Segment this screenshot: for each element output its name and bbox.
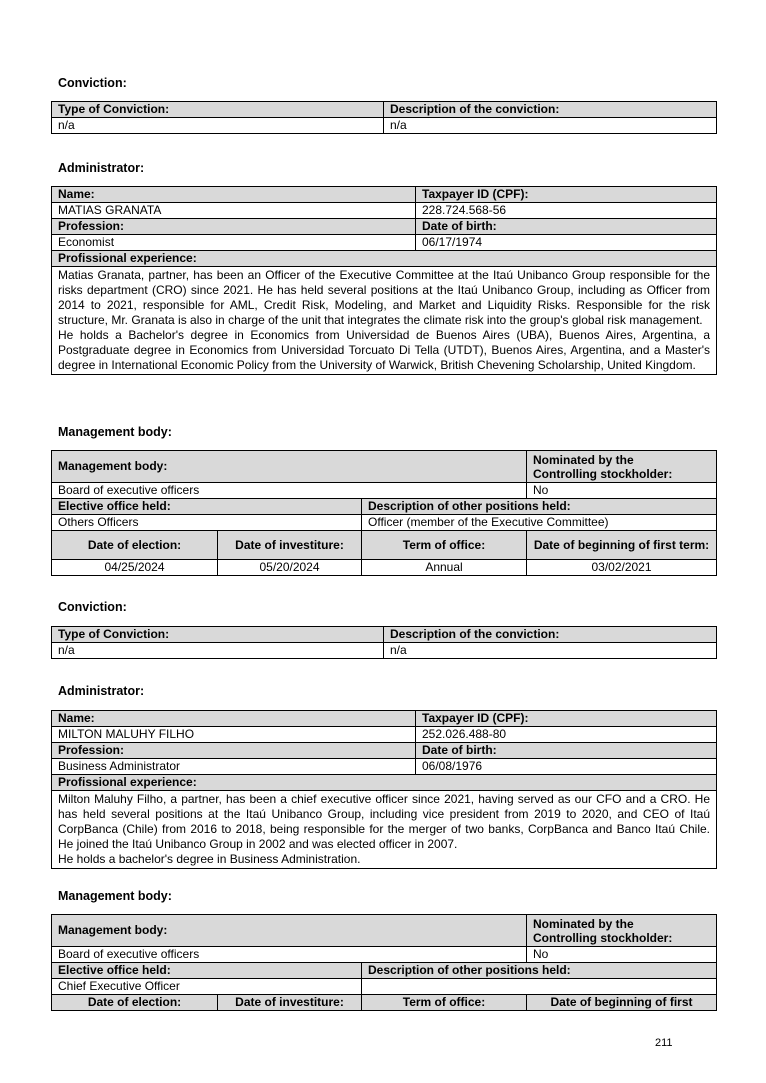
date-of-investiture-header: Date of investiture:: [218, 531, 362, 560]
date-of-election-header: Date of election:: [52, 531, 218, 560]
first-term-header: Date of beginning of first term:: [527, 531, 717, 560]
administrator-dob: 06/08/1976: [416, 759, 717, 775]
date-of-election-header: Date of election:: [52, 995, 218, 1011]
management-body-header: Management body:: [52, 915, 527, 947]
profession-header: Profession:: [52, 219, 416, 235]
date-of-birth-header: Date of birth:: [416, 743, 717, 759]
administrator-cpf: 228.724.568-56: [416, 203, 717, 219]
conviction-table: [51, 626, 717, 659]
nominated-value: No: [527, 947, 717, 963]
nominated-header: [527, 451, 717, 483]
description-of-conviction-header: Description of the conviction:: [384, 102, 717, 118]
administrator-profession: Economist: [52, 235, 416, 251]
taxpayer-id-header: Taxpayer ID (CPF):: [416, 711, 717, 727]
experience-paragraph: Milton Maluhy Filho, a partner, has been a chief executive officer since 2021, having served as our CFO and a CRO. He has held several positions at the Itaú Unibanco Group, including vice president from 2019 to 2020, and CEO of Itaú CorpBanca (Chile) from 2016 to 2018, being responsible for the merger of two banks, CorpBanca and Banco Itaú Chile. He joined the Itaú Unibanco Group in 2002 and was elected officer in 2007.: [58, 792, 710, 851]
elective-office-value: Chief Executive Officer: [52, 979, 362, 995]
administrator-name: MATIAS GRANATA: [52, 203, 416, 219]
experience-paragraph: Matias Granata, partner, has been an Officer of the Executive Committee at the Itaú Unibanco Group responsible for the risks department (CRO) since 2021. He has held several positions at the Itaú Unibanco Group, including as Officer from 2014 to 2021, responsible for AML, Credit Risk, Modeling, and Market and Liquidity Risks. Responsible for the risk structure, Mr. Granata is also in charge of the unit that integrates the climate risk into the group's global risk management.: [58, 268, 710, 327]
experience-paragraph: He holds a Bachelor's degree in Economics from Universidad de Buenos Aires (UBA), Buenos Aires, Argentina, a Postgraduate degree in Economics from Universidad Torcuato Di Tella (UTDT), Buenos Aires, Argentina, and a Master's degree in International Economic Policy from the University of Warwick, British Chevening Scholarship, United Kingdom.: [58, 328, 710, 372]
other-positions-header: Description of other positions held:: [362, 963, 717, 979]
management-body-header: Management body:: [52, 451, 527, 483]
other-positions-value: Officer (member of the Executive Committee): [362, 515, 717, 531]
nominated-header-line: Controlling stockholder:: [533, 930, 673, 945]
professional-experience-header: Profissional experience:: [52, 251, 717, 267]
conviction-heading: Conviction:: [58, 76, 127, 90]
conviction-description-value: n/a: [384, 643, 717, 659]
administrator-heading: Administrator:: [58, 161, 145, 175]
election-date-value: 04/25/2024: [52, 560, 218, 576]
professional-experience-text: [52, 791, 717, 869]
conviction-table: [51, 101, 717, 134]
management-body-value: Board of executive officers: [52, 947, 527, 963]
term-value: Annual: [362, 560, 527, 576]
type-of-conviction-header: Type of Conviction:: [52, 102, 384, 118]
management-body-heading: Management body:: [58, 425, 172, 439]
profession-header: Profession:: [52, 743, 416, 759]
management-body-heading: Management body:: [58, 889, 172, 903]
management-body-table: [51, 914, 717, 1011]
administrator-cpf: 252.026.488-80: [416, 727, 717, 743]
description-of-conviction-header: Description of the conviction:: [384, 627, 717, 643]
administrator-table: [51, 710, 717, 869]
first-term-header: Date of beginning of first: [527, 995, 717, 1011]
administrator-name: MILTON MALUHY FILHO: [52, 727, 416, 743]
other-positions-header: Description of other positions held:: [362, 499, 717, 515]
page-number: 211: [655, 1037, 673, 1049]
professional-experience-header: Profissional experience:: [52, 775, 717, 791]
administrator-heading: Administrator:: [58, 684, 145, 698]
management-body-table: [51, 450, 717, 576]
conviction-type-value: n/a: [52, 643, 384, 659]
conviction-description-value: n/a: [384, 118, 717, 134]
administrator-dob: 06/17/1974: [416, 235, 717, 251]
nominated-header-line: Nominated by the: [533, 452, 634, 467]
first-term-date-value: 03/02/2021: [527, 560, 717, 576]
administrator-table: [51, 186, 717, 375]
experience-paragraph: He holds a bachelor's degree in Business Administration.: [58, 852, 361, 866]
term-of-office-header: Term of office:: [362, 531, 527, 560]
administrator-profession: Business Administrator: [52, 759, 416, 775]
elective-office-header: Elective office held:: [52, 499, 362, 515]
nominated-header: [527, 915, 717, 947]
name-header: Name:: [52, 711, 416, 727]
date-of-birth-header: Date of birth:: [416, 219, 717, 235]
nominated-header-line: Controlling stockholder:: [533, 466, 673, 481]
term-of-office-header: Term of office:: [362, 995, 527, 1011]
date-of-investiture-header: Date of investiture:: [218, 995, 362, 1011]
nominated-value: No: [527, 483, 717, 499]
professional-experience-text: [52, 267, 717, 375]
taxpayer-id-header: Taxpayer ID (CPF):: [416, 187, 717, 203]
elective-office-value: Others Officers: [52, 515, 362, 531]
investiture-date-value: 05/20/2024: [218, 560, 362, 576]
conviction-heading: Conviction:: [58, 600, 127, 614]
other-positions-value: [362, 979, 717, 995]
nominated-header-line: Nominated by the: [533, 916, 634, 931]
type-of-conviction-header: Type of Conviction:: [52, 627, 384, 643]
conviction-type-value: n/a: [52, 118, 384, 134]
name-header: Name:: [52, 187, 416, 203]
elective-office-header: Elective office held:: [52, 963, 362, 979]
management-body-value: Board of executive officers: [52, 483, 527, 499]
